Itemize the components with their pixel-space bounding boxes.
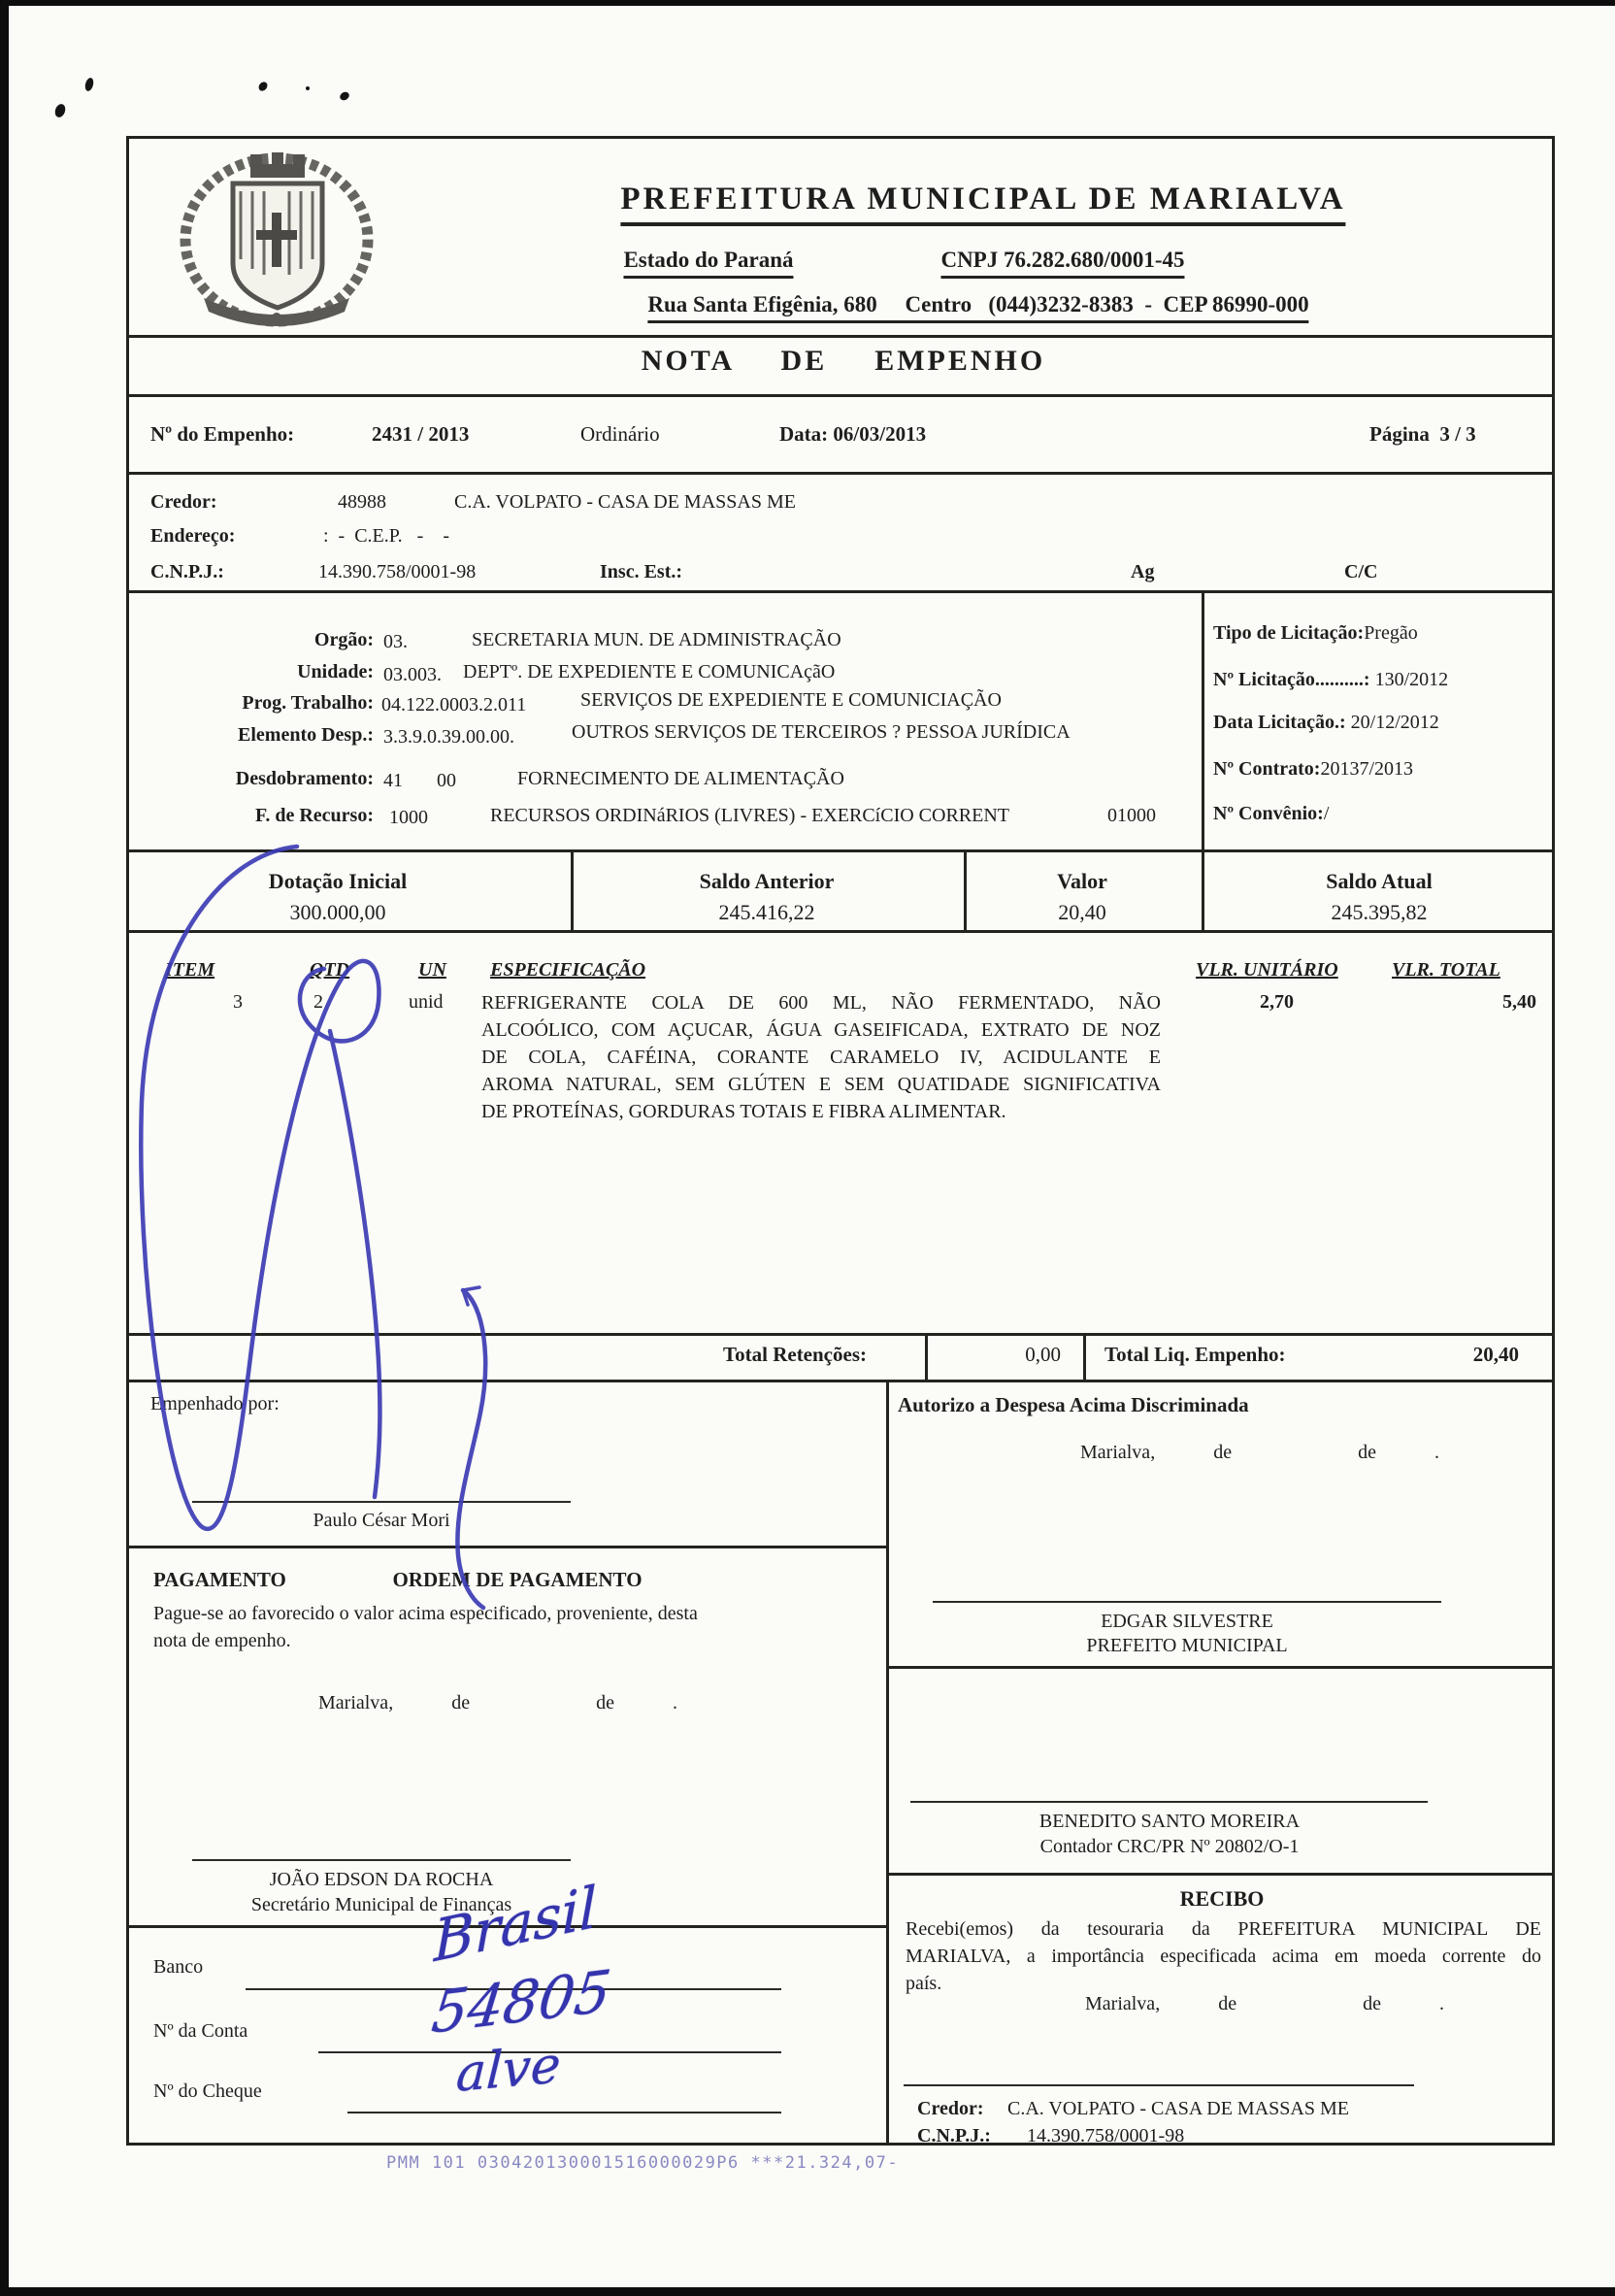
total-retencoes-label: Total Retenções: [723, 1343, 867, 1366]
licitacao-tipo-label: Tipo de Licitação: [1213, 622, 1365, 644]
rule [129, 472, 1555, 475]
item-desc-line: AROMA NATURAL, SEM GLÚTEN E SEM QUATIDADE SIGNIFICATIVA [481, 1074, 1161, 1095]
class-row-code: 03. [383, 631, 408, 652]
endereco-label: Endereço: [150, 525, 236, 547]
cheque-label: Nº do Cheque [153, 2080, 262, 2102]
class-row-desc: SECRETARIA MUN. DE ADMINISTRAÇÃO [472, 629, 841, 650]
convenio-value: / [1323, 803, 1330, 824]
recibo-text: país. [906, 1973, 942, 1994]
licitacao-data-value: 20/12/2012 [1345, 712, 1439, 733]
handwritten-cheque: alve [454, 2036, 563, 2104]
class-row-code: 03.003. [383, 664, 442, 685]
credor-label: Credor: [150, 491, 217, 513]
signer-name: EDGAR SILVESTRE [1101, 1611, 1273, 1632]
signature-line [904, 2084, 1414, 2086]
dotacao-value: 245.395,82 [1331, 900, 1428, 924]
signer-role: PREFEITO MUNICIPAL [1086, 1635, 1288, 1656]
class-row-label: Elemento Desp.: [238, 724, 374, 746]
item-qtd: 2 [313, 991, 323, 1013]
pagamento-text: Pague-se ao favorecido o valor acima especificado, proveniente, desta [153, 1603, 698, 1624]
empenho-date: Data: 06/03/2013 [779, 422, 927, 446]
class-row-extra: 01000 [1107, 805, 1156, 826]
state-label: Estado do Paraná [623, 248, 793, 279]
ag-label: Ag [1131, 561, 1155, 582]
recibo-credor-value: C.A. VOLPATO - CASA DE MASSAS ME [1007, 2098, 1349, 2119]
licitacao-contrato [1213, 758, 1413, 781]
scan-edge-bottom [0, 2287, 1615, 2296]
dotacao-header: Saldo Atual [1326, 869, 1433, 893]
rule [925, 1333, 928, 1380]
total-liq-label: Total Liq. Empenho: [1104, 1343, 1286, 1366]
rule [129, 335, 1555, 338]
city-date-line: Marialva, de de . [1080, 1442, 1439, 1463]
cheque-field-line[interactable] [347, 2112, 781, 2113]
item-desc-line: ALCOÓLICO, COM AÇUCAR, ÁGUA GASEIFICADA, EXTRATO DE NOZ [481, 1019, 1161, 1041]
class-row-label: Desdobramento: [235, 768, 374, 789]
vlr-unitario-header: VLR. UNITÁRIO [1196, 959, 1338, 981]
class-row-label: F. de Recurso: [254, 805, 374, 826]
banco-label: Banco [153, 1956, 204, 1978]
rule [129, 1380, 1555, 1382]
cnpj-header: CNPJ 76.282.680/0001-45 [940, 248, 1184, 279]
rule [571, 849, 574, 930]
class-row-desc: DEPTº. DE EXPEDIENTE E COMUNICAçãO [463, 661, 836, 682]
recibo-cnpj-label: C.N.P.J.: [917, 2125, 991, 2146]
rule [129, 930, 1555, 933]
item-desc-line: DE COLA, CAFÉINA, CORANTE CARAMELO IV, ACIDULANTE E [481, 1047, 1161, 1068]
rule [886, 1380, 889, 2146]
convenio-label: Nº Convênio: [1213, 803, 1324, 824]
recibo-title: RECIBO [1179, 1886, 1265, 1911]
item-vlr-total: 5,40 [1502, 991, 1536, 1013]
rule [886, 1666, 1555, 1669]
licitacao-convenio [1213, 803, 1329, 825]
licitacao-numero-label: Nº Licitação..........: [1213, 669, 1370, 690]
cc-label: C/C [1344, 561, 1378, 582]
class-row-desc: SERVIÇOS DE EXPEDIENTE E COMUNICIAÇÃO [580, 689, 1002, 711]
page-indicator: Página 3 / 3 [1369, 422, 1476, 446]
signer-name: BENEDITO SANTO MOREIRA [1038, 1811, 1301, 1832]
dotacao-header: Valor [1057, 869, 1107, 893]
total-liq-value: 20,40 [1472, 1343, 1519, 1366]
class-row-code: 41 00 [383, 770, 456, 791]
signer-name: JOÃO EDSON DA ROCHA [269, 1869, 494, 1890]
class-row-label: Orgão: [313, 629, 374, 650]
autorizo-label: Autorizo a Despesa Acima Discriminada [898, 1393, 1249, 1416]
signer-name: Paulo César Mori [313, 1510, 450, 1531]
class-row-code: 1000 [389, 807, 428, 828]
scan-edge-top [0, 0, 1615, 6]
empenho-number-value: 2431 / 2013 [372, 422, 470, 446]
address-line: Rua Santa Efigênia, 680 Centro (044)3232-8383 - CEP 86990-000 [647, 292, 1308, 323]
item-number: 3 [233, 991, 243, 1013]
signature-line [192, 1501, 571, 1503]
un-col-header: UN [418, 959, 446, 981]
signer-role: Secretário Municipal de Finanças [250, 1894, 512, 1915]
recibo-cnpj-value: 14.390.758/0001-98 [1027, 2125, 1185, 2146]
handwritten-banco: Brasil [433, 1873, 597, 1976]
item-desc-line: REFRIGERANTE COLA DE 600 ML, NÃO FERMENTADO, NÃO [481, 992, 1161, 1014]
total-retencoes-value: 0,00 [1025, 1343, 1061, 1366]
class-row-desc: RECURSOS ORDINáRIOS (LIVRES) - EXERCíCIO CORRENT [490, 805, 1010, 826]
contrato-label: Nº Contrato: [1213, 758, 1321, 780]
class-row-desc: FORNECIMENTO DE ALIMENTAÇÃO [517, 768, 844, 789]
rule [129, 849, 1555, 852]
class-row-code: 3.3.9.0.39.00.00. [383, 726, 514, 748]
cnpj-value: 14.390.758/0001-98 [318, 561, 477, 582]
contrato-value: 20137/2013 [1320, 758, 1414, 780]
licitacao-tipo [1213, 622, 1418, 645]
rule [129, 394, 1555, 397]
rule [1202, 590, 1204, 930]
cnpj-label: C.N.P.J.: [150, 561, 224, 582]
municipality-title: PREFEITURA MUNICIPAL DE MARIALVA [620, 182, 1345, 226]
credor-code: 48988 [338, 491, 386, 513]
city-date-line: Marialva, de de . [1085, 1993, 1444, 2014]
city-date-line: Marialva, de de . [318, 1692, 677, 1714]
signer-role: Contador CRC/PR Nº 20802/O-1 [1039, 1836, 1300, 1857]
pagamento-text: nota de empenho. [153, 1630, 291, 1651]
qtd-col-header: QTD [310, 959, 350, 981]
licitacao-numero-value: 130/2012 [1369, 669, 1449, 690]
handwritten-conta: 54805 [428, 1956, 615, 2047]
insc-est-label: Insc. Est.: [600, 561, 683, 582]
item-un: unid [409, 991, 444, 1013]
rule [129, 1333, 1555, 1336]
empenho-number-label: Nº do Empenho: [150, 422, 295, 446]
coat-of-arms-icon [163, 145, 391, 327]
dotacao-value: 245.416,22 [718, 900, 815, 924]
class-row-code: 04.122.0003.2.011 [381, 694, 527, 715]
rule [1083, 1333, 1086, 1380]
dotacao-value: 20,40 [1058, 900, 1106, 924]
dotacao-header: Dotação Inicial [268, 869, 408, 893]
conta-label: Nº da Conta [153, 2020, 248, 2042]
empenhado-por-label: Empenhado por: [150, 1393, 280, 1414]
item-desc-line: DE PROTEÍNAS, GORDURAS TOTAIS E FIBRA ALIMENTAR. [481, 1101, 1006, 1122]
rule [964, 849, 967, 930]
signature-line [933, 1601, 1441, 1603]
empenho-kind: Ordinário [580, 422, 660, 446]
recibo-credor-label: Credor: [917, 2098, 984, 2119]
licitacao-tipo-value: Pregão [1364, 622, 1418, 644]
dotacao-value: 300.000,00 [289, 900, 386, 924]
recibo-text: Recebi(emos) da tesouraria da PREFEITURA MUNICIPAL DE [906, 1918, 1541, 1940]
ordem-pagamento-label: ORDEM DE PAGAMENTO [392, 1568, 643, 1591]
ink-specks [53, 77, 350, 118]
nota-de-empenho-form [126, 136, 1555, 2146]
licitacao-data-label: Data Licitação.: [1213, 712, 1346, 733]
class-row-label: Prog. Trabalho: [242, 692, 374, 714]
credor-name: C.A. VOLPATO - CASA DE MASSAS ME [454, 491, 796, 513]
signature-line [910, 1801, 1428, 1803]
endereco-value: : - C.E.P. - - [323, 525, 449, 547]
licitacao-numero [1213, 669, 1448, 691]
scan-edge-left [0, 0, 9, 2296]
rule [129, 590, 1555, 593]
signature-line [192, 1859, 571, 1861]
rule [886, 1873, 1555, 1876]
pagamento-label: PAGAMENTO [153, 1568, 286, 1591]
dotacao-header: Saldo Anterior [699, 869, 835, 893]
document-title: NOTA DE EMPENHO [641, 345, 1046, 377]
class-row-desc: OUTROS SERVIÇOS DE TERCEIROS ? PESSOA JURÍDICA [572, 721, 1071, 743]
espec-col-header: ESPECIFICAÇÃO [490, 959, 646, 981]
item-col-header: ITEM [165, 959, 215, 981]
licitacao-data [1213, 712, 1439, 734]
rule [129, 1546, 886, 1548]
dot-matrix-validation-line: PMM 101 030420130001516000029P6 ***21.324,07- [386, 2153, 900, 2173]
recibo-text: MARIALVA, a importância especificada acima em moeda corrente do [906, 1946, 1541, 1967]
vlr-total-header: VLR. TOTAL [1392, 959, 1500, 981]
item-vlr-unitario: 2,70 [1260, 991, 1294, 1013]
class-row-label: Unidade: [297, 661, 374, 682]
